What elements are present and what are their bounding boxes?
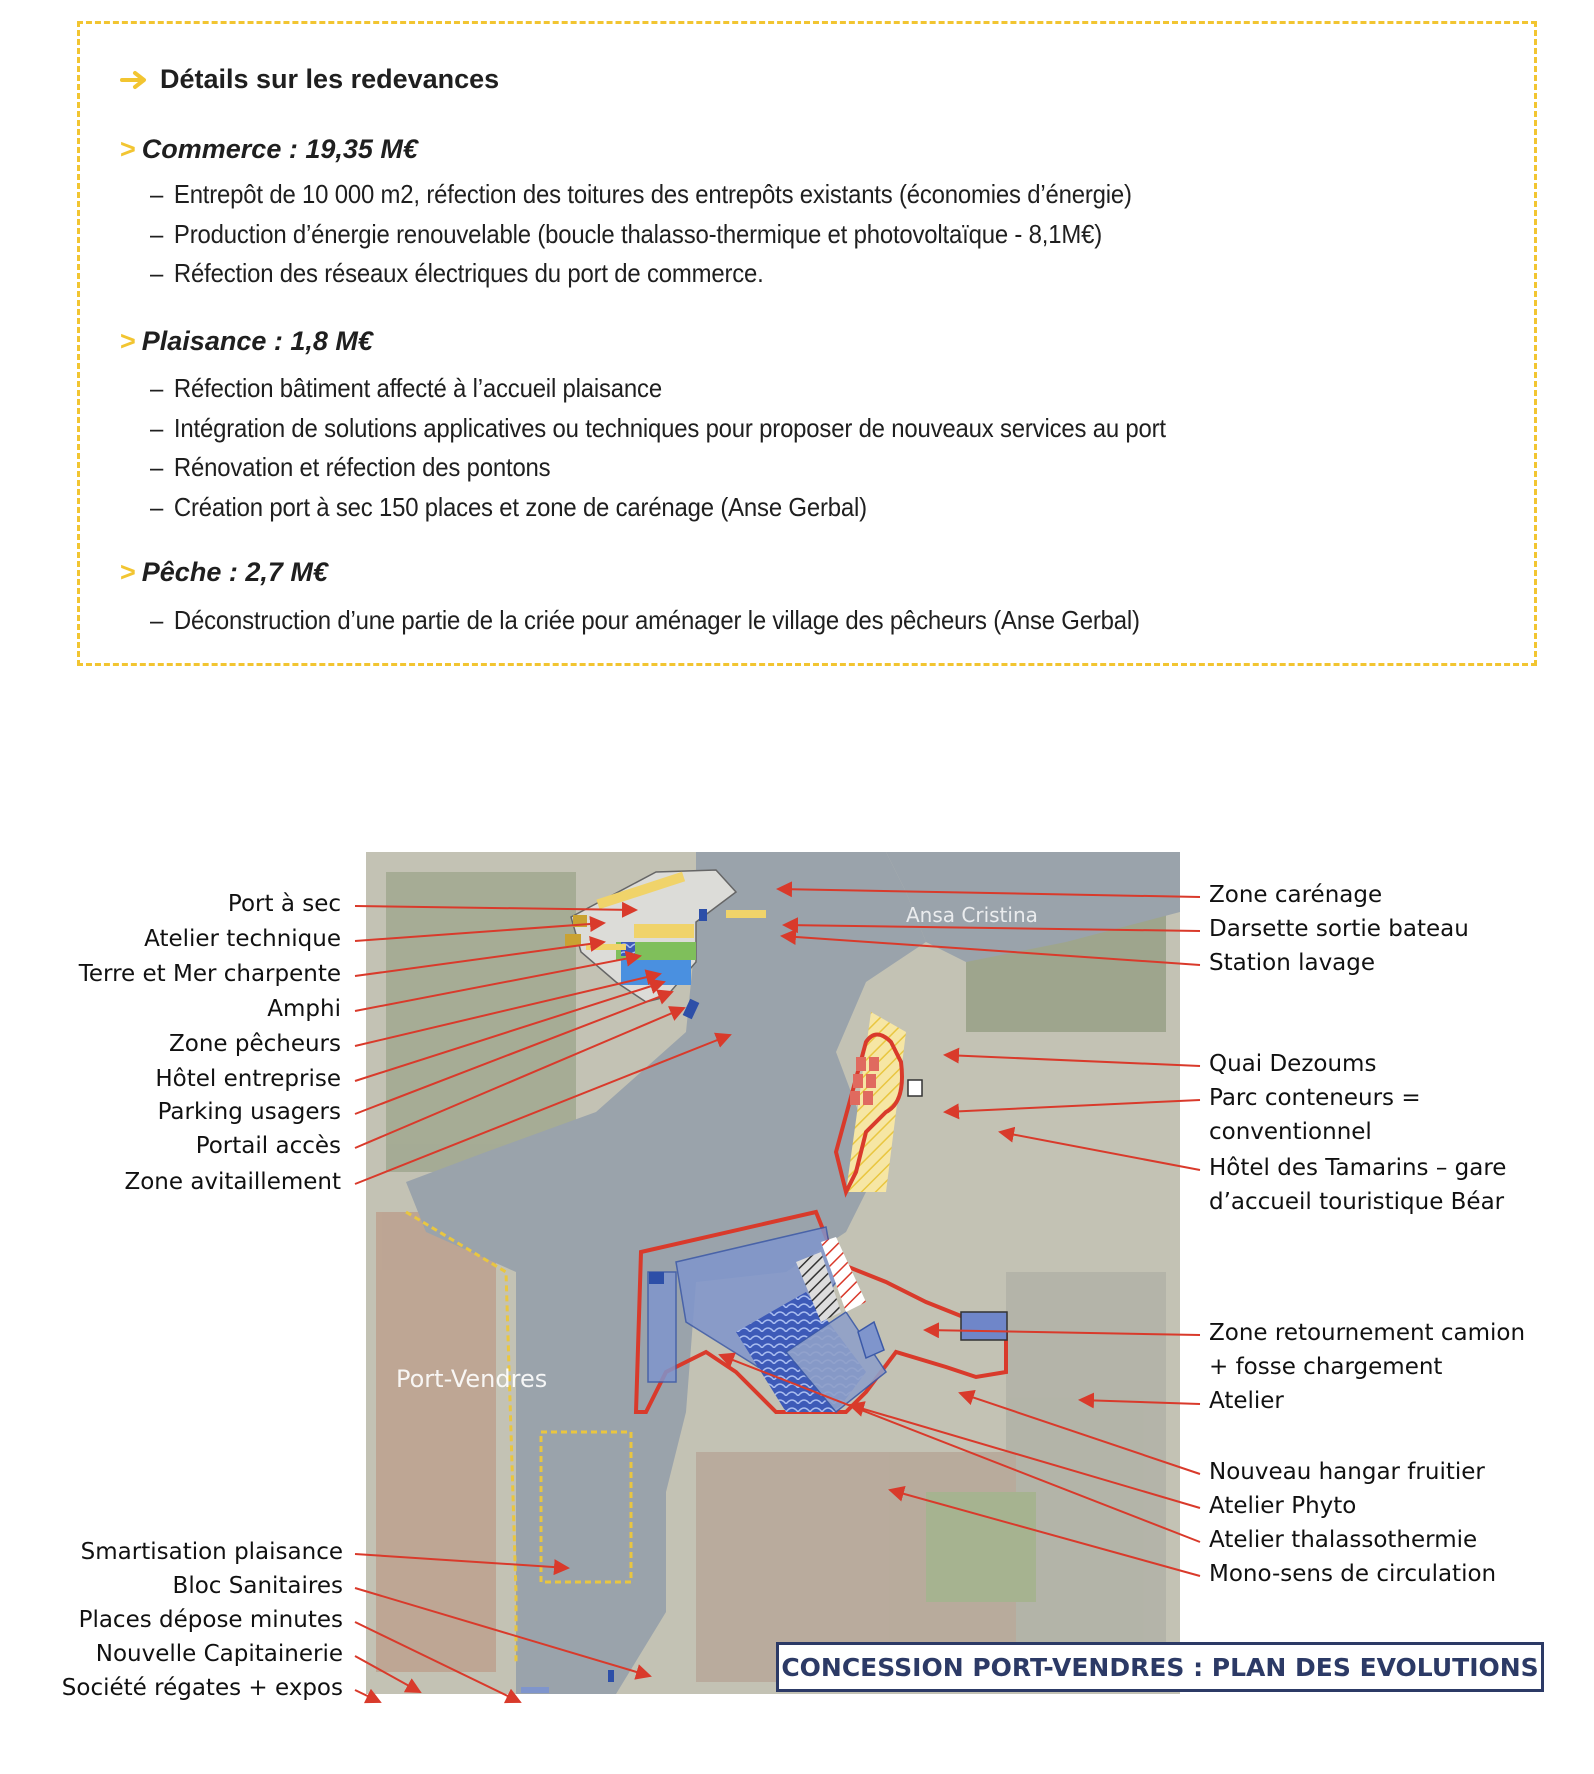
label-mono-sens-circulation: Mono-sens de circulation [1209, 1561, 1497, 1587]
label-port-a-sec: Port à sec [227, 891, 341, 917]
label-gare-accueil: d’accueil touristique Béar [1209, 1189, 1505, 1215]
box-title [120, 64, 499, 95]
list-item: – Production d’énergie renouvelable (boucle thalasso-thermique et photovoltaïque - 8,1M€) [150, 219, 1103, 249]
label-zone-pecheurs: Zone pêcheurs [168, 1031, 341, 1057]
list-item: – Déconstruction d’une partie de la criée pour aménager le village des pêcheurs (Anse Gerbal) [150, 605, 1140, 635]
label-parking-usagers: Parking usagers [157, 1099, 341, 1125]
label-atelier-phyto: Atelier Phyto [1209, 1493, 1357, 1519]
section-heading-plaisance: > Plaisance : 1,8 M€ [120, 326, 373, 356]
arrow-right-icon [120, 70, 150, 90]
label-parc-conteneurs: Parc conteneurs = [1209, 1085, 1421, 1111]
list-item: – Réfection des réseaux électriques du port de commerce. [150, 258, 764, 288]
label-atelier-technique: Atelier technique [144, 926, 341, 952]
label-nouvelle-capitainerie: Nouvelle Capitainerie [95, 1641, 343, 1667]
label-nouveau-hangar-fruitier: Nouveau hangar fruitier [1209, 1459, 1485, 1485]
label-quai-dezoums: Quai Dezoums [1209, 1051, 1377, 1077]
section-heading-peche: > Pêche : 2,7 M€ [120, 557, 328, 587]
label-zone-avitaillement: Zone avitaillement [124, 1169, 341, 1195]
label-darsette-sortie-bateau: Darsette sortie bateau [1209, 916, 1469, 942]
label-fosse-chargement: + fosse chargement [1209, 1354, 1443, 1380]
map-caption: CONCESSION PORT-VENDRES : PLAN DES EVOLUTIONS [776, 1642, 1544, 1692]
label-zone-retournement-camion: Zone retournement camion [1209, 1320, 1526, 1346]
list-item: – Intégration de solutions applicatives ou techniques pour proposer de nouveaux services au port [150, 413, 1166, 443]
list-item: – Entrepôt de 10 000 m2, réfection des toitures des entrepôts existants (économies d’énergie) [150, 179, 1132, 209]
label-places-depose-minutes: Places dépose minutes [78, 1607, 343, 1633]
list-item: – Réfection bâtiment affecté à l’accueil plaisance [150, 373, 662, 403]
label-atelier-thalassothermie: Atelier thalassothermie [1209, 1527, 1478, 1553]
label-hotel-entreprise: Hôtel entreprise [155, 1066, 341, 1092]
label-portail-acces: Portail accès [195, 1133, 341, 1159]
redevances-box [77, 21, 1537, 666]
label-zone-carenage: Zone carénage [1209, 882, 1383, 908]
place-name-ansa-cristina: Ansa Cristina [906, 903, 1038, 927]
list-item: – Rénovation et réfection des pontons [150, 452, 551, 482]
label-smartisation-plaisance: Smartisation plaisance [80, 1539, 343, 1565]
port-map-figure [0, 830, 1594, 1710]
label-terre-et-mer: Terre et Mer charpente [78, 961, 341, 987]
label-amphi: Amphi [267, 996, 341, 1022]
label-conventionnel: conventionnel [1209, 1119, 1372, 1145]
label-hotel-des-tamarins: Hôtel des Tamarins – gare [1209, 1155, 1507, 1181]
label-societe-regates: Société régates + expos [61, 1675, 343, 1701]
box-title-text: Détails sur les redevances [160, 64, 500, 94]
section-heading-commerce: > Commerce : 19,35 M€ [120, 134, 418, 164]
place-name-port-vendres: Port-Vendres [396, 1365, 548, 1393]
label-bloc-sanitaires: Bloc Sanitaires [172, 1573, 343, 1599]
label-atelier: Atelier [1209, 1388, 1284, 1414]
list-item: – Création port à sec 150 places et zone de carénage (Anse Gerbal) [150, 492, 867, 522]
label-station-lavage: Station lavage [1209, 950, 1376, 976]
